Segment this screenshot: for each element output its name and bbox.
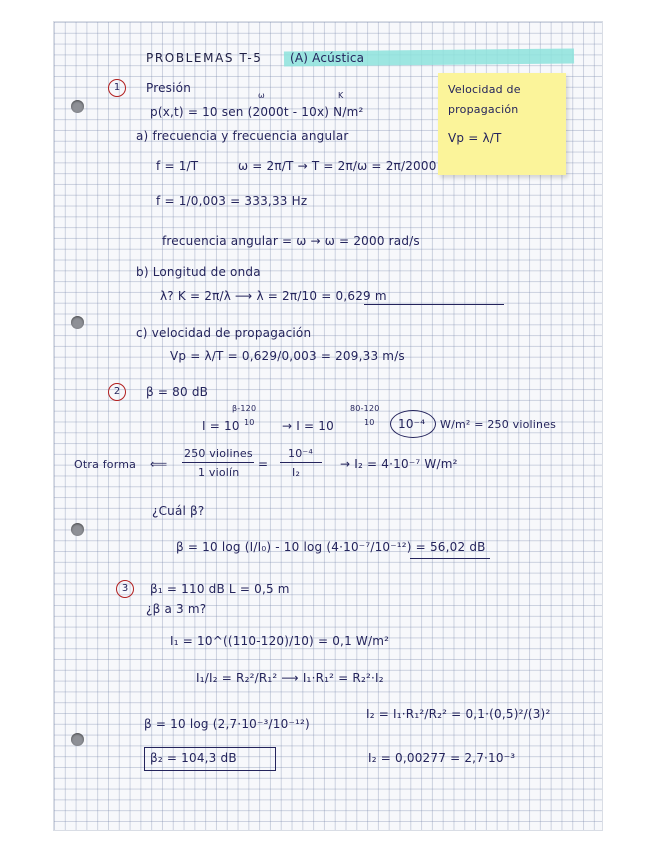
p2-ratio-arrow: → I₂ = 4·10⁻⁷ W/m²: [340, 457, 458, 471]
page-subtitle: (A) Acústica: [290, 51, 365, 65]
p2-exp1: β-120: [232, 404, 257, 413]
p2-ratio-res-den: I₂: [292, 466, 301, 479]
p2-otra-forma: Otra forma: [74, 458, 137, 471]
problem-number-1: 1: [108, 79, 126, 97]
p2-den2: 10: [364, 418, 375, 427]
p3-given: β₁ = 110 dB L = 0,5 m: [150, 582, 290, 596]
fraction-bar: [280, 462, 322, 463]
p2-left-arrow: ⟸: [150, 457, 168, 471]
p1-f-value: f = 1/0,003 = 333,33 Hz: [156, 194, 308, 208]
binder-hole: [71, 733, 84, 746]
p1-label: Presión: [146, 81, 192, 95]
p2-i-units: W/m² = 250 violines: [440, 418, 557, 431]
p3-beta-result: β₂ = 104,3 dB: [150, 751, 237, 765]
sticky-formula: Vp = λ/T: [448, 131, 502, 145]
p1-k-mark: K: [338, 91, 344, 100]
p1-vp-calc: Vp = λ/T = 0,629/0,003 = 209,33 m/s: [170, 349, 405, 363]
p3-ratio: I₁/I₂ = R₂²/R₁² ⟶ I₁·R₁² = R₂²·I₂: [196, 671, 384, 685]
binder-hole: [71, 100, 84, 113]
p1-w-value: frecuencia angular = ω → ω = 2000 rad/s: [162, 234, 420, 248]
p1-omega-mark: ω: [258, 91, 265, 100]
p1-equation: p(x,t) = 10 sen (2000t - 10x) N/m²: [150, 105, 364, 119]
page-title: PROBLEMAS T-5: [146, 51, 263, 65]
binder-hole: [71, 523, 84, 536]
p1-part-b: b) Longitud de onda: [136, 265, 261, 279]
p2-i-result: 10⁻⁴: [398, 417, 426, 431]
sticky-line1: Velocidad de: [448, 83, 521, 96]
sticky-line2: propagación: [448, 103, 519, 116]
p3-i2-value: I₂ = 0,00277 = 2,7·10⁻³: [368, 751, 516, 765]
p1-lambda-calc: λ? K = 2π/λ ⟶ λ = 2π/10 = 0,629 m: [160, 289, 387, 303]
p2-i-calc-a: I = 10: [202, 419, 240, 433]
p2-i-calc-b: → I = 10: [282, 419, 334, 433]
problem-number-3: 3: [116, 580, 134, 598]
p1-part-c: c) velocidad de propagación: [136, 326, 312, 340]
p2-beta: β = 80 dB: [146, 385, 209, 399]
p2-ratio-res-num: 10⁻⁴: [288, 447, 314, 460]
p1-part-a: a) frecuencia y frecuencia angular: [136, 129, 349, 143]
beta-underline: [410, 558, 490, 559]
problem-number-2: 2: [108, 383, 126, 401]
p2-equals: =: [258, 457, 269, 471]
p3-beta-formula: β = 10 log (2,7·10⁻³/10⁻¹²): [144, 717, 310, 731]
p2-den1: 10: [244, 418, 255, 427]
p2-question: ¿Cuál β?: [152, 504, 205, 518]
lambda-underline: [364, 304, 504, 305]
p2-ratio-den: 1 violín: [198, 466, 240, 479]
binder-hole: [71, 316, 84, 329]
p2-exp2: 80-120: [350, 404, 380, 413]
p2-beta-calc: β = 10 log (I/I₀) - 10 log (4·10⁻⁷/10⁻¹²) = 56,02 dB: [176, 540, 486, 554]
p2-ratio-num: 250 violines: [184, 447, 253, 460]
p3-i2-formula: I₂ = I₁·R₁²/R₂² = 0,1·(0,5)²/(3)²: [366, 707, 551, 721]
fraction-bar: [182, 462, 254, 463]
p1-w-def: ω = 2π/T → T = 2π/ω = 2π/2000: [238, 159, 437, 173]
p3-question: ¿β a 3 m?: [146, 602, 207, 616]
p1-f-def: f = 1/T: [156, 159, 199, 173]
p3-i1-calc: I₁ = 10^((110-120)/10) = 0,1 W/m²: [170, 634, 390, 648]
